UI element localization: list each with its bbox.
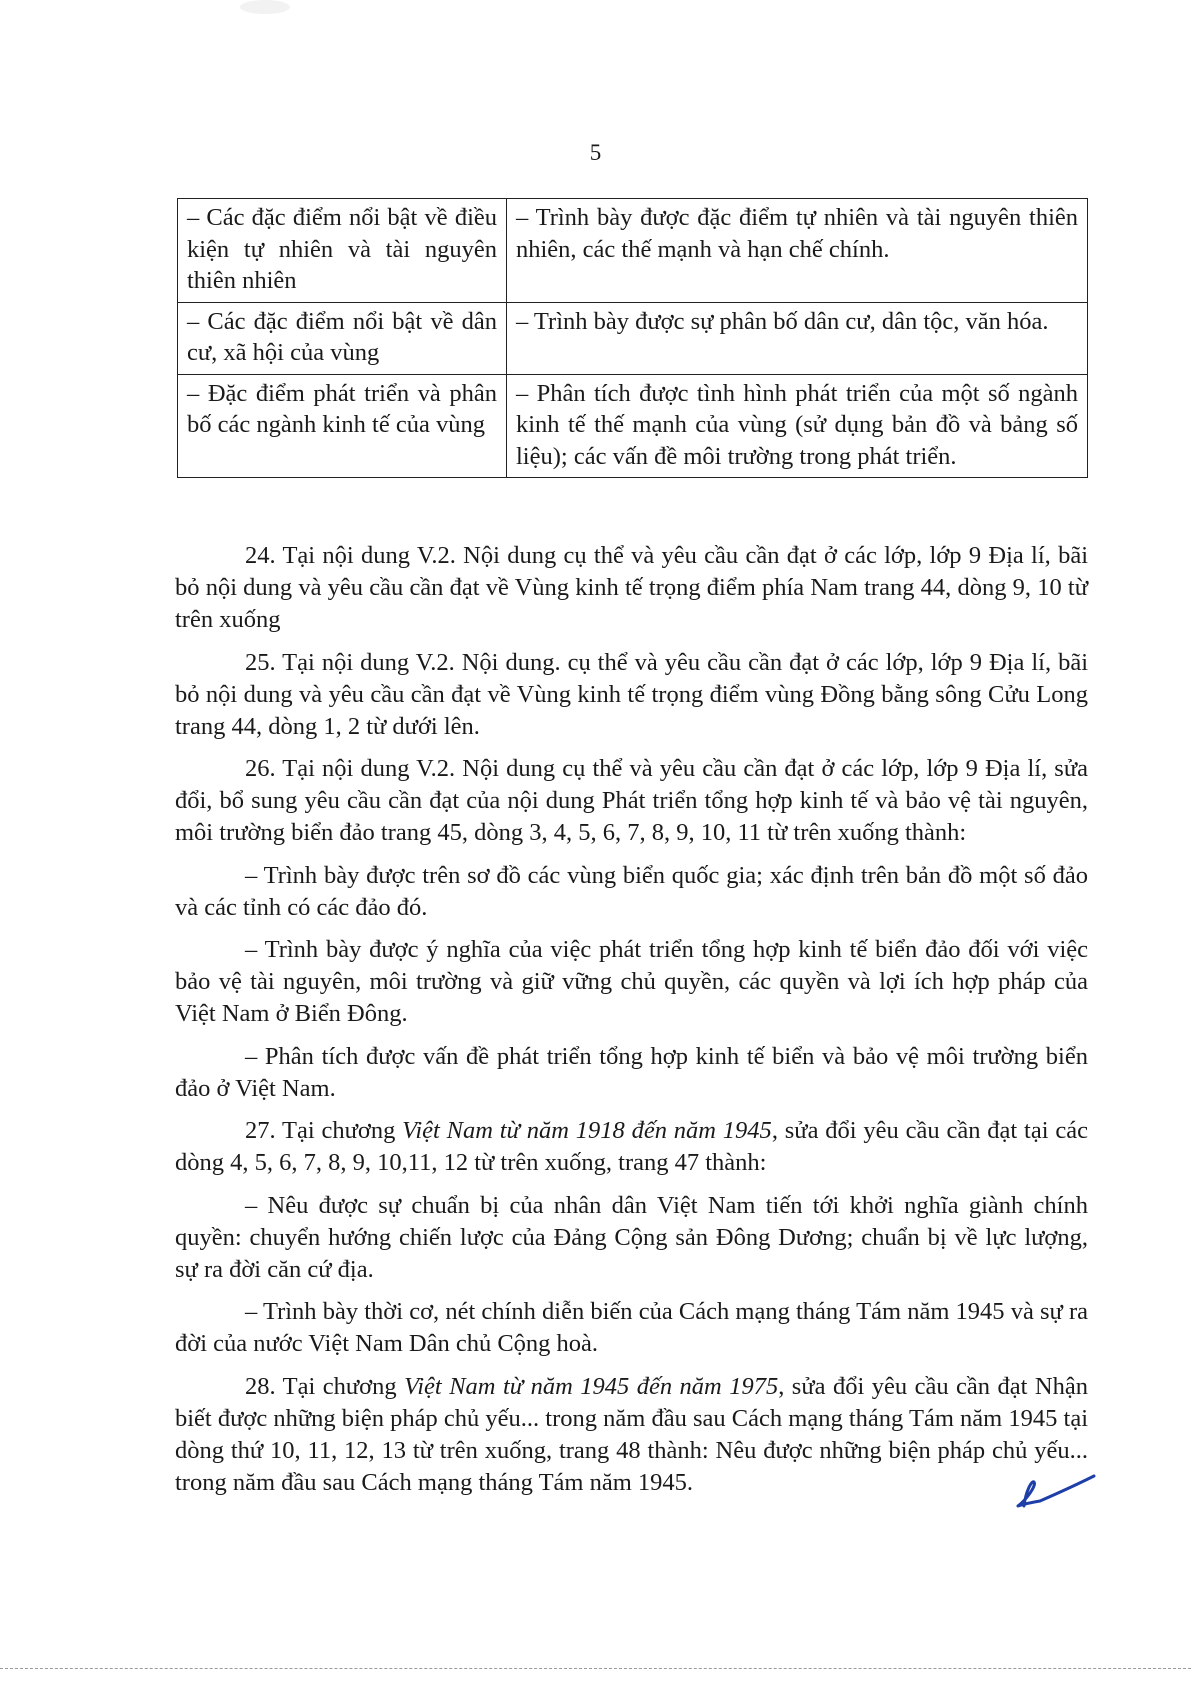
paragraph-25: 25. Tại nội dung V.2. Nội dung. cụ thể và yêu cầu cần đạt ở các lớp, lớp 9 Địa lí, bãi bỏ nội dung và yêu cầu cần đạt về Vùng kinh tế trọng điểm vùng Đồng bằng sông Cửu Long trang 44, dòng 1, 2 từ dưới lên. <box>175 648 1088 740</box>
paragraph-26: 26. Tại nội dung V.2. Nội dung cụ thể và yêu cầu cần đạt ở các lớp, lớp 9 Địa lí, sửa đổi, bổ sung yêu cầu cần đạt của nội dung Phát triển tổng hợp kinh tế và bảo vệ tài nguyên, môi trường biển đảo trang 45, dòng 3, 4, 5, 6, 7, 8, 9, 10, 11 từ trên xuống thành: <box>175 755 1088 846</box>
paragraph-28-tail: , sửa đổi yêu cầu cần đạt Nhận biết được những biện pháp chủ yếu... trong năm đầu sau Cách mạng tháng Tám năm 1945 tại dòng thứ 10, 11, 12, 13 từ trên xuống, trang 48 thành: Nêu được những biện pháp chủ yếu... trong năm đầu sau Cách mạng tháng Tám năm 1945. <box>175 1372 1088 1496</box>
paragraph-28 <box>175 1371 1088 1499</box>
paragraph-26-item-1: – Trình bày được trên sơ đồ các vùng biển quốc gia; xác định trên bản đồ một số đảo và các tỉnh có các đảo đó. <box>175 861 1088 921</box>
paragraph-27-item-1: – Nêu được sự chuẩn bị của nhân dân Việt Nam tiến tới khởi nghĩa giành chính quyền: chuyển hướng chiến lược của Đảng Cộng sản Đông Dương; chuẩn bị về lực lượng, sự ra đời căn cứ địa. <box>175 1191 1088 1283</box>
table-cell-content: – Đặc điểm phát triển và phân bố các ngành kinh tế của vùng <box>178 374 507 478</box>
paragraph-27-tail: , sửa đổi yêu cầu cần đạt tại các dòng 4, 5, 6, 7, 8, 9, 10,11, 12 từ trên xuống, trang 47 thành: <box>175 1117 1088 1176</box>
table-row <box>178 374 1088 478</box>
paragraph-27-lead: 27. Tại chương <box>245 1117 403 1144</box>
paragraph-26-item-2: – Trình bày được ý nghĩa của việc phát triển tổng hợp kinh tế biển đảo đối với việc bảo vệ tài nguyên, môi trường và giữ vững chủ quyền, các quyền và lợi ích hợp pháp của Việt Nam ở Biển Đông. <box>175 936 1088 1027</box>
initial-signature <box>1010 1470 1096 1510</box>
scan-bottom-edge <box>0 1668 1191 1669</box>
scan-smudge <box>240 0 290 14</box>
document-body <box>175 540 1088 1509</box>
table-cell-content: – Các đặc điểm nổi bật về dân cư, xã hội của vùng <box>178 302 507 374</box>
table-cell-requirement: – Phân tích được tình hình phát triển của một số ngành kinh tế thế mạnh của vùng (sử dụng bản đồ và bảng số liệu); các vấn đề môi trường trong phát triển. <box>507 374 1088 478</box>
paragraph-26-item-3: – Phân tích được vấn đề phát triển tổng hợp kinh tế biển và bảo vệ môi trường biển đảo ở Việt Nam. <box>175 1042 1088 1102</box>
requirements-table <box>177 198 1088 478</box>
table-row <box>178 199 1088 303</box>
table-cell-content: – Các đặc điểm nổi bật về điều kiện tự nhiên và tài nguyên thiên nhiên <box>178 199 507 303</box>
paragraph-28-chapter-title: Việt Nam từ năm 1945 đến năm 1975 <box>404 1372 779 1400</box>
paragraph-27 <box>175 1115 1088 1179</box>
page-number: 5 <box>589 140 602 165</box>
paragraph-27-chapter-title: Việt Nam từ năm 1918 đến năm 1945 <box>402 1117 772 1144</box>
paragraph-24: 24. Tại nội dung V.2. Nội dung cụ thể và yêu cầu cần đạt ở các lớp, lớp 9 Địa lí, bãi bỏ nội dung và yêu cầu cần đạt về Vùng kinh tế trọng điểm phía Nam trang 44, dòng 9, 10 từ trên xuống <box>175 542 1088 633</box>
paragraph-27-item-2: – Trình bày thời cơ, nét chính diễn biến của Cách mạng tháng Tám năm 1945 và sự ra đời của nước Việt Nam Dân chủ Cộng hoà. <box>175 1298 1088 1357</box>
paragraph-28-lead: 28. Tại chương <box>245 1372 405 1400</box>
table-cell-requirement: – Trình bày được đặc điểm tự nhiên và tài nguyên thiên nhiên, các thế mạnh và hạn chế chính. <box>507 199 1088 303</box>
table-cell-requirement: – Trình bày được sự phân bố dân cư, dân tộc, văn hóa. <box>507 302 1088 374</box>
table-row <box>178 302 1088 374</box>
